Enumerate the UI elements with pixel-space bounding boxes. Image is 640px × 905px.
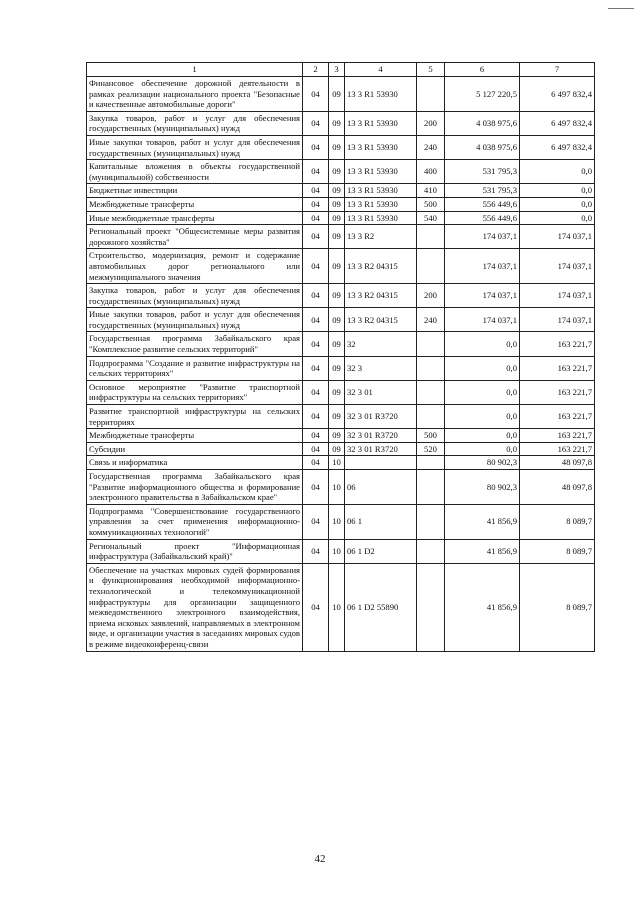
table-row: [87, 332, 595, 356]
row-target-code: [345, 456, 417, 470]
budget-table: [86, 62, 595, 652]
row-amount-1: 4 038 975,6: [445, 111, 520, 135]
row-amount-1: 0,0: [445, 405, 520, 429]
row-subsection: 09: [329, 197, 345, 211]
col-header-4: 4: [345, 63, 417, 77]
row-subsection: 09: [329, 111, 345, 135]
col-header-7: 7: [520, 63, 595, 77]
row-section: 04: [303, 184, 329, 198]
row-amount-2: 174 037,1: [520, 308, 595, 332]
row-target-code: 13 3 R2 04315: [345, 284, 417, 308]
row-section: 04: [303, 380, 329, 404]
row-name: Подпрограмма "Создание и развитие инфраструктуры на сельских территориях": [87, 356, 303, 380]
row-name: Финансовое обеспечение дорожной деятельности в рамках реализации национального проекта "Безопасные и качественные автомобильные дороги": [87, 77, 303, 112]
row-amount-1: 174 037,1: [445, 284, 520, 308]
row-amount-1: 41 856,9: [445, 563, 520, 651]
table-row: [87, 380, 595, 404]
row-amount-1: 0,0: [445, 429, 520, 443]
row-amount-2: 8 089,7: [520, 504, 595, 539]
row-expense-type: 200: [417, 284, 445, 308]
table-row: [87, 470, 595, 505]
row-amount-2: 163 221,7: [520, 405, 595, 429]
row-subsection: 09: [329, 225, 345, 249]
row-name: Региональный проект "Общесистемные меры развития дорожного хозяйства": [87, 225, 303, 249]
row-section: 04: [303, 77, 329, 112]
row-amount-2: 48 097,8: [520, 456, 595, 470]
corner-mark: [608, 8, 634, 9]
row-target-code: 32 3 01: [345, 380, 417, 404]
row-expense-type: [417, 225, 445, 249]
row-subsection: 10: [329, 563, 345, 651]
table-row: [87, 456, 595, 470]
row-section: 04: [303, 211, 329, 225]
row-name: Бюджетные инвестиции: [87, 184, 303, 198]
table-row: [87, 111, 595, 135]
row-section: 04: [303, 160, 329, 184]
row-amount-2: 174 037,1: [520, 225, 595, 249]
row-expense-type: [417, 405, 445, 429]
row-amount-2: 0,0: [520, 160, 595, 184]
row-target-code: 06 1 D2: [345, 539, 417, 563]
row-subsection: 09: [329, 249, 345, 284]
row-name: Закупка товаров, работ и услуг для обеспечения государственных (муниципальных) нужд: [87, 111, 303, 135]
table-row: [87, 249, 595, 284]
row-target-code: 32 3 01 R3720: [345, 405, 417, 429]
row-subsection: 09: [329, 284, 345, 308]
table-row: [87, 225, 595, 249]
row-amount-1: 5 127 220,5: [445, 77, 520, 112]
row-expense-type: [417, 77, 445, 112]
row-section: 04: [303, 308, 329, 332]
row-section: 04: [303, 249, 329, 284]
row-amount-2: 163 221,7: [520, 442, 595, 456]
row-section: 04: [303, 225, 329, 249]
row-subsection: 09: [329, 405, 345, 429]
row-name: Капитальные вложения в объекты государственной (муниципальной) собственности: [87, 160, 303, 184]
row-expense-type: 500: [417, 429, 445, 443]
row-subsection: 10: [329, 504, 345, 539]
row-amount-2: 0,0: [520, 197, 595, 211]
row-name: Иные межбюджетные трансферты: [87, 211, 303, 225]
row-section: 04: [303, 429, 329, 443]
row-amount-1: 0,0: [445, 332, 520, 356]
row-expense-type: [417, 470, 445, 505]
row-target-code: 32 3: [345, 356, 417, 380]
row-section: 04: [303, 197, 329, 211]
row-name: Развитие транспортной инфраструктуры на сельских территориях: [87, 405, 303, 429]
row-target-code: 13 3 R1 53930: [345, 197, 417, 211]
row-section: 04: [303, 456, 329, 470]
row-subsection: 09: [329, 211, 345, 225]
table-row: [87, 563, 595, 651]
row-expense-type: 200: [417, 111, 445, 135]
col-header-5: 5: [417, 63, 445, 77]
row-subsection: 09: [329, 184, 345, 198]
row-amount-1: 80 902,3: [445, 456, 520, 470]
row-subsection: 09: [329, 442, 345, 456]
row-amount-1: 531 795,3: [445, 184, 520, 198]
row-amount-2: 163 221,7: [520, 332, 595, 356]
row-target-code: 13 3 R1 53930: [345, 111, 417, 135]
row-subsection: 09: [329, 356, 345, 380]
row-amount-2: 174 037,1: [520, 249, 595, 284]
row-expense-type: [417, 539, 445, 563]
table-row: [87, 197, 595, 211]
row-target-code: 13 3 R1 53930: [345, 77, 417, 112]
row-name: Региональный проект "Информационная инфраструктура (Забайкальский край)": [87, 539, 303, 563]
row-target-code: 13 3 R1 53930: [345, 211, 417, 225]
table-row: [87, 135, 595, 159]
table-row: [87, 356, 595, 380]
row-amount-1: 0,0: [445, 442, 520, 456]
page-number: 42: [314, 853, 326, 865]
row-section: 04: [303, 539, 329, 563]
row-target-code: 06 1: [345, 504, 417, 539]
row-name: Субсидии: [87, 442, 303, 456]
table-header-row: [87, 63, 595, 77]
row-name: Иные закупки товаров, работ и услуг для обеспечения государственных (муниципальных) нужд: [87, 135, 303, 159]
row-subsection: 10: [329, 456, 345, 470]
row-name: Иные закупки товаров, работ и услуг для обеспечения государственных (муниципальных) нужд: [87, 308, 303, 332]
table-row: [87, 160, 595, 184]
row-name: Государственная программа Забайкальского края "Комплексное развитие сельских территорий": [87, 332, 303, 356]
row-amount-2: 0,0: [520, 184, 595, 198]
row-amount-1: 531 795,3: [445, 160, 520, 184]
row-name: Строительство, модернизация, ремонт и содержание автомобильных дорог регионального или межмуниципального значения: [87, 249, 303, 284]
row-subsection: 09: [329, 77, 345, 112]
row-section: 04: [303, 470, 329, 505]
row-amount-2: 163 221,7: [520, 429, 595, 443]
row-amount-2: 48 097,8: [520, 470, 595, 505]
col-header-2: 2: [303, 63, 329, 77]
row-amount-2: 174 037,1: [520, 284, 595, 308]
row-amount-2: 6 497 832,4: [520, 135, 595, 159]
row-amount-2: 6 497 832,4: [520, 111, 595, 135]
row-target-code: 13 3 R2 04315: [345, 308, 417, 332]
table-row: [87, 504, 595, 539]
row-amount-2: 0,0: [520, 211, 595, 225]
row-expense-type: 240: [417, 308, 445, 332]
row-expense-type: [417, 332, 445, 356]
row-amount-1: 80 902,3: [445, 470, 520, 505]
table-row: [87, 539, 595, 563]
row-target-code: 32 3 01 R3720: [345, 442, 417, 456]
col-header-3: 3: [329, 63, 345, 77]
row-amount-1: 4 038 975,6: [445, 135, 520, 159]
row-amount-1: 556 449,6: [445, 211, 520, 225]
row-amount-1: 41 856,9: [445, 539, 520, 563]
table-row: [87, 211, 595, 225]
table-row: [87, 184, 595, 198]
row-section: 04: [303, 135, 329, 159]
row-amount-2: 8 089,7: [520, 563, 595, 651]
row-expense-type: [417, 380, 445, 404]
row-amount-2: 8 089,7: [520, 539, 595, 563]
row-amount-1: 174 037,1: [445, 225, 520, 249]
row-section: 04: [303, 332, 329, 356]
row-amount-2: 6 497 832,4: [520, 77, 595, 112]
row-section: 04: [303, 356, 329, 380]
row-target-code: 32 3 01 R3720: [345, 429, 417, 443]
row-expense-type: 520: [417, 442, 445, 456]
table-row: [87, 77, 595, 112]
row-expense-type: [417, 456, 445, 470]
row-expense-type: 240: [417, 135, 445, 159]
row-amount-1: 556 449,6: [445, 197, 520, 211]
row-amount-1: 0,0: [445, 380, 520, 404]
row-expense-type: 540: [417, 211, 445, 225]
row-name: Подпрограмма "Совершенствование государственного управления за счет применения информационно-коммуникационных технологий": [87, 504, 303, 539]
col-header-6: 6: [445, 63, 520, 77]
row-target-code: 06: [345, 470, 417, 505]
row-target-code: 13 3 R2 04315: [345, 249, 417, 284]
row-expense-type: 410: [417, 184, 445, 198]
table-row: [87, 442, 595, 456]
row-expense-type: 400: [417, 160, 445, 184]
row-target-code: 13 3 R1 53930: [345, 135, 417, 159]
row-amount-1: 0,0: [445, 356, 520, 380]
row-subsection: 09: [329, 380, 345, 404]
col-header-1: 1: [87, 63, 303, 77]
row-amount-2: 163 221,7: [520, 380, 595, 404]
row-section: 04: [303, 442, 329, 456]
row-amount-1: 174 037,1: [445, 249, 520, 284]
row-subsection: 09: [329, 332, 345, 356]
row-subsection: 10: [329, 470, 345, 505]
row-name: Государственная программа Забайкальского края "Развитие информационного общества и формирование электронного правительства в Забайкальском крае": [87, 470, 303, 505]
row-name: Межбюджетные трансферты: [87, 197, 303, 211]
row-expense-type: [417, 249, 445, 284]
row-target-code: 32: [345, 332, 417, 356]
row-expense-type: [417, 356, 445, 380]
table-row: [87, 308, 595, 332]
table-row: [87, 405, 595, 429]
row-amount-2: 163 221,7: [520, 356, 595, 380]
row-name: Закупка товаров, работ и услуг для обеспечения государственных (муниципальных) нужд: [87, 284, 303, 308]
row-target-code: 13 3 R1 53930: [345, 184, 417, 198]
row-expense-type: [417, 563, 445, 651]
row-name: Межбюджетные трансферты: [87, 429, 303, 443]
row-name: Основное мероприятие "Развитие транспортной инфраструктуры на сельских территориях": [87, 380, 303, 404]
row-expense-type: [417, 504, 445, 539]
row-target-code: 13 3 R1 53930: [345, 160, 417, 184]
row-subsection: 09: [329, 429, 345, 443]
row-target-code: 13 3 R2: [345, 225, 417, 249]
row-subsection: 09: [329, 160, 345, 184]
row-subsection: 09: [329, 135, 345, 159]
row-section: 04: [303, 563, 329, 651]
row-name: Связь и информатика: [87, 456, 303, 470]
row-section: 04: [303, 284, 329, 308]
row-section: 04: [303, 111, 329, 135]
row-amount-1: 41 856,9: [445, 504, 520, 539]
row-expense-type: 500: [417, 197, 445, 211]
row-section: 04: [303, 405, 329, 429]
row-subsection: 10: [329, 539, 345, 563]
row-target-code: 06 1 D2 55890: [345, 563, 417, 651]
row-amount-1: 174 037,1: [445, 308, 520, 332]
row-subsection: 09: [329, 308, 345, 332]
row-name: Обеспечение на участках мировых судей формирования и функционирования необходимой информационно-технологической и телекоммуникационной инфраструктуры для организации защищенного межведомственного электронного взаимодействия, приема исковых заявлений, направляемых в электронном виде, и организации участия в заседаниях мировых судов в режиме видеоконференц-связи: [87, 563, 303, 651]
table-row: [87, 284, 595, 308]
table-row: [87, 429, 595, 443]
row-section: 04: [303, 504, 329, 539]
